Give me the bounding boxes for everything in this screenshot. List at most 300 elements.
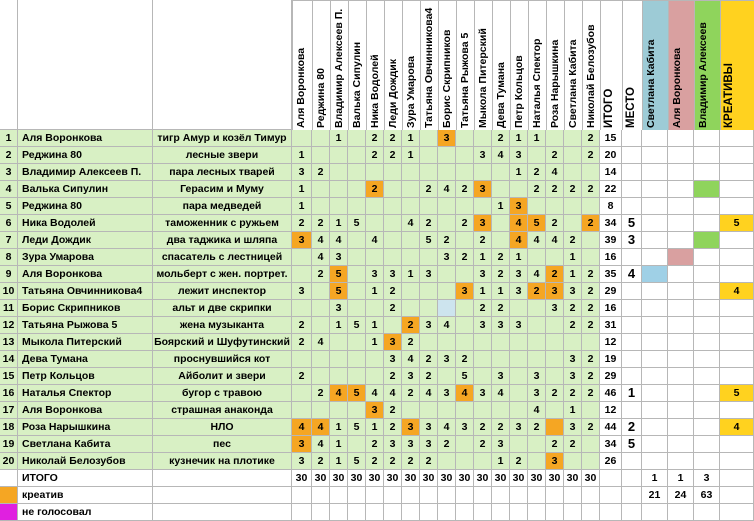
score-cell[interactable]: 4 — [312, 249, 330, 266]
judge-cell[interactable] — [642, 368, 668, 385]
judge-cell[interactable] — [694, 334, 720, 351]
score-cell[interactable]: 2 — [420, 351, 438, 368]
score-cell[interactable]: 1 — [402, 130, 420, 147]
total-cell[interactable]: 30 — [384, 470, 402, 487]
score-cell[interactable] — [348, 368, 366, 385]
score-cell[interactable]: 3 — [292, 283, 312, 300]
score-cell[interactable]: 2 — [564, 232, 582, 249]
work-title[interactable]: бугор с травою — [153, 385, 292, 402]
score-cell[interactable] — [366, 300, 384, 317]
empty-cell[interactable] — [348, 504, 366, 521]
score-cell[interactable]: 3 — [366, 266, 384, 283]
header-judge[interactable]: Владимир Алексеев — [694, 0, 720, 130]
score-cell[interactable] — [312, 198, 330, 215]
score-cell[interactable] — [510, 436, 528, 453]
score-cell[interactable]: 2 — [582, 266, 600, 283]
itogo-cell[interactable]: 44 — [600, 419, 622, 436]
kreativ-cell[interactable] — [720, 232, 754, 249]
score-cell[interactable] — [456, 164, 474, 181]
score-cell[interactable] — [420, 198, 438, 215]
row-number[interactable]: 7 — [0, 232, 18, 249]
participant-name[interactable]: Дева Тумана — [18, 351, 153, 368]
mesto-cell[interactable] — [622, 147, 642, 164]
score-cell[interactable]: 2 — [420, 181, 438, 198]
score-cell[interactable] — [330, 402, 348, 419]
score-cell[interactable]: 2 — [366, 436, 384, 453]
score-cell[interactable]: 2 — [546, 147, 564, 164]
empty-cell[interactable] — [564, 504, 582, 521]
score-cell[interactable]: 5 — [348, 385, 366, 402]
judge-cell[interactable] — [694, 402, 720, 419]
total-cell[interactable]: 30 — [312, 470, 330, 487]
row-number[interactable]: 3 — [0, 164, 18, 181]
total-cell[interactable]: 30 — [582, 470, 600, 487]
participant-name[interactable]: Аля Воронкова — [18, 402, 153, 419]
itogo-cell[interactable]: 46 — [600, 385, 622, 402]
kreativ-cell[interactable] — [720, 368, 754, 385]
work-title[interactable]: пара лесных тварей — [153, 164, 292, 181]
score-cell[interactable] — [292, 351, 312, 368]
judge-cell[interactable] — [642, 351, 668, 368]
score-cell[interactable]: 3 — [528, 368, 546, 385]
judge-cell[interactable] — [694, 164, 720, 181]
score-cell[interactable] — [366, 368, 384, 385]
score-cell[interactable]: 2 — [528, 283, 546, 300]
score-cell[interactable]: 4 — [528, 266, 546, 283]
mesto-cell[interactable] — [622, 351, 642, 368]
score-cell[interactable]: 2 — [582, 351, 600, 368]
score-cell[interactable] — [330, 351, 348, 368]
score-cell[interactable] — [492, 164, 510, 181]
score-cell[interactable]: 2 — [366, 453, 384, 470]
score-cell[interactable] — [564, 147, 582, 164]
score-cell[interactable] — [312, 283, 330, 300]
judge-cell[interactable] — [668, 198, 694, 215]
score-cell[interactable]: 2 — [384, 419, 402, 436]
score-cell[interactable] — [474, 351, 492, 368]
total-cell[interactable]: 30 — [292, 470, 312, 487]
judge-cell[interactable] — [694, 215, 720, 232]
kreativ-cell[interactable] — [720, 317, 754, 334]
work-title[interactable]: два таджика и шляпа — [153, 232, 292, 249]
itogo-cell[interactable]: 14 — [600, 164, 622, 181]
itogo-cell[interactable]: 29 — [600, 368, 622, 385]
score-cell[interactable] — [348, 181, 366, 198]
itogo-cell[interactable]: 16 — [600, 300, 622, 317]
score-cell[interactable] — [330, 181, 348, 198]
score-cell[interactable] — [348, 266, 366, 283]
header-participant[interactable]: Ника Водолей — [366, 0, 384, 130]
judge-cell[interactable] — [668, 368, 694, 385]
score-cell[interactable] — [456, 266, 474, 283]
score-cell[interactable]: 4 — [456, 385, 474, 402]
row-number[interactable]: 11 — [0, 300, 18, 317]
empty-cell[interactable] — [456, 504, 474, 521]
score-cell[interactable] — [474, 402, 492, 419]
score-cell[interactable]: 1 — [474, 283, 492, 300]
itogo-cell[interactable]: 26 — [600, 453, 622, 470]
header-participant[interactable]: Петр Кольцов — [510, 0, 528, 130]
score-cell[interactable]: 1 — [492, 198, 510, 215]
header-participant[interactable]: Реджина 80 — [312, 0, 330, 130]
score-cell[interactable]: 1 — [402, 266, 420, 283]
score-cell[interactable]: 2 — [456, 249, 474, 266]
score-cell[interactable]: 4 — [546, 164, 564, 181]
score-cell[interactable]: 2 — [366, 147, 384, 164]
judge-cell[interactable] — [668, 215, 694, 232]
participant-name[interactable]: Ника Водолей — [18, 215, 153, 232]
score-cell[interactable] — [348, 351, 366, 368]
score-cell[interactable] — [582, 164, 600, 181]
score-cell[interactable] — [546, 402, 564, 419]
score-cell[interactable]: 3 — [292, 164, 312, 181]
participant-name[interactable]: Роза Нарышкина — [18, 419, 153, 436]
score-cell[interactable] — [492, 334, 510, 351]
judge-cell[interactable] — [668, 181, 694, 198]
score-cell[interactable]: 4 — [438, 181, 456, 198]
work-title[interactable]: проснувшийся кот — [153, 351, 292, 368]
score-cell[interactable]: 3 — [546, 453, 564, 470]
participant-name[interactable]: Валька Сипулин — [18, 181, 153, 198]
score-cell[interactable] — [366, 351, 384, 368]
score-cell[interactable] — [492, 351, 510, 368]
score-cell[interactable]: 3 — [510, 147, 528, 164]
score-cell[interactable]: 1 — [564, 249, 582, 266]
score-cell[interactable]: 2 — [492, 130, 510, 147]
score-cell[interactable] — [564, 164, 582, 181]
empty-cell[interactable] — [312, 487, 330, 504]
score-cell[interactable] — [330, 147, 348, 164]
score-cell[interactable]: 2 — [564, 385, 582, 402]
score-cell[interactable]: 2 — [384, 283, 402, 300]
empty-cell[interactable] — [438, 487, 456, 504]
score-cell[interactable]: 1 — [366, 419, 384, 436]
score-cell[interactable]: 2 — [582, 385, 600, 402]
participant-name[interactable]: Зура Умарова — [18, 249, 153, 266]
score-cell[interactable] — [348, 198, 366, 215]
score-cell[interactable] — [420, 402, 438, 419]
judge-cell[interactable] — [668, 385, 694, 402]
score-cell[interactable] — [456, 198, 474, 215]
score-cell[interactable]: 3 — [564, 368, 582, 385]
kreativ-cell[interactable]: 5 — [720, 385, 754, 402]
score-cell[interactable]: 4 — [312, 232, 330, 249]
empty-cell[interactable] — [366, 504, 384, 521]
score-cell[interactable]: 1 — [510, 130, 528, 147]
score-cell[interactable] — [348, 436, 366, 453]
empty-cell[interactable] — [492, 487, 510, 504]
participant-name[interactable]: Николай Белозубов — [18, 453, 153, 470]
header-participant[interactable]: Светлана Кабита — [564, 0, 582, 130]
score-cell[interactable] — [474, 198, 492, 215]
work-title[interactable]: Боярский и Шуфутинский — [153, 334, 292, 351]
empty-cell[interactable] — [348, 487, 366, 504]
score-cell[interactable] — [402, 198, 420, 215]
score-cell[interactable]: 2 — [546, 181, 564, 198]
itogo-cell[interactable]: 16 — [600, 249, 622, 266]
score-cell[interactable] — [292, 249, 312, 266]
mesto-cell[interactable] — [622, 198, 642, 215]
score-cell[interactable]: 1 — [330, 130, 348, 147]
score-cell[interactable]: 1 — [330, 317, 348, 334]
score-cell[interactable] — [384, 215, 402, 232]
score-cell[interactable] — [438, 334, 456, 351]
score-cell[interactable] — [312, 317, 330, 334]
participant-name[interactable]: Аля Воронкова — [18, 130, 153, 147]
score-cell[interactable] — [312, 351, 330, 368]
score-cell[interactable]: 3 — [510, 419, 528, 436]
judge-cell[interactable] — [668, 300, 694, 317]
score-cell[interactable] — [292, 266, 312, 283]
score-cell[interactable]: 3 — [510, 317, 528, 334]
score-cell[interactable]: 2 — [420, 368, 438, 385]
score-cell[interactable] — [528, 300, 546, 317]
mesto-cell[interactable] — [622, 453, 642, 470]
score-cell[interactable] — [384, 164, 402, 181]
score-cell[interactable]: 2 — [292, 368, 312, 385]
header-itogo[interactable]: ИТОГО — [600, 0, 622, 130]
mesto-cell[interactable] — [622, 368, 642, 385]
header-participant[interactable]: Валька Сипулин — [348, 0, 366, 130]
participant-name[interactable]: Петр Кольцов — [18, 368, 153, 385]
mesto-cell[interactable] — [622, 334, 642, 351]
score-cell[interactable]: 3 — [474, 147, 492, 164]
score-cell[interactable]: 2 — [510, 453, 528, 470]
score-cell[interactable]: 1 — [366, 334, 384, 351]
row-number[interactable]: 18 — [0, 419, 18, 436]
score-cell[interactable]: 3 — [292, 453, 312, 470]
score-cell[interactable] — [492, 232, 510, 249]
mesto-cell[interactable]: 2 — [622, 419, 642, 436]
score-cell[interactable]: 2 — [366, 130, 384, 147]
score-cell[interactable] — [420, 130, 438, 147]
total-cell[interactable]: 30 — [528, 470, 546, 487]
judge-cell[interactable] — [668, 266, 694, 283]
empty-cell[interactable] — [366, 487, 384, 504]
mesto-cell[interactable] — [622, 283, 642, 300]
score-cell[interactable] — [438, 215, 456, 232]
score-cell[interactable]: 3 — [564, 419, 582, 436]
totals-empty[interactable] — [720, 470, 754, 487]
score-cell[interactable]: 4 — [402, 215, 420, 232]
score-cell[interactable] — [474, 453, 492, 470]
row-number[interactable]: 16 — [0, 385, 18, 402]
score-cell[interactable]: 3 — [402, 368, 420, 385]
empty-cell[interactable] — [456, 487, 474, 504]
score-cell[interactable] — [528, 317, 546, 334]
empty-cell[interactable] — [153, 487, 292, 504]
score-cell[interactable]: 3 — [420, 317, 438, 334]
score-cell[interactable] — [438, 368, 456, 385]
header-mesto[interactable]: МЕСТО — [622, 0, 642, 130]
score-cell[interactable] — [420, 283, 438, 300]
empty-cell[interactable] — [582, 504, 600, 521]
score-cell[interactable]: 1 — [330, 436, 348, 453]
score-cell[interactable]: 3 — [420, 419, 438, 436]
judge-cell[interactable] — [642, 198, 668, 215]
header-name-col[interactable] — [18, 0, 153, 130]
score-cell[interactable]: 2 — [582, 419, 600, 436]
judge-cell[interactable] — [668, 334, 694, 351]
empty-cell[interactable] — [492, 504, 510, 521]
score-cell[interactable] — [438, 164, 456, 181]
score-cell[interactable] — [582, 402, 600, 419]
score-cell[interactable] — [510, 402, 528, 419]
score-cell[interactable]: 2 — [456, 181, 474, 198]
score-cell[interactable] — [330, 198, 348, 215]
score-cell[interactable] — [402, 164, 420, 181]
legend-label-not-voted[interactable]: не голосовал — [18, 504, 153, 521]
score-cell[interactable]: 2 — [564, 317, 582, 334]
score-cell[interactable] — [582, 334, 600, 351]
score-cell[interactable]: 2 — [384, 147, 402, 164]
score-cell[interactable] — [546, 249, 564, 266]
score-cell[interactable]: 1 — [492, 283, 510, 300]
kreativ-cell[interactable] — [720, 249, 754, 266]
score-cell[interactable]: 4 — [292, 419, 312, 436]
score-cell[interactable] — [402, 232, 420, 249]
work-title[interactable]: пес — [153, 436, 292, 453]
header-participant[interactable]: Дева Тумана — [492, 0, 510, 130]
score-cell[interactable]: 2 — [582, 283, 600, 300]
score-cell[interactable]: 3 — [528, 385, 546, 402]
score-cell[interactable]: 4 — [312, 419, 330, 436]
score-cell[interactable]: 4 — [546, 232, 564, 249]
totals-empty[interactable] — [622, 470, 642, 487]
judge-cell[interactable] — [668, 249, 694, 266]
judge-total-top[interactable]: 3 — [694, 470, 720, 487]
score-cell[interactable] — [456, 232, 474, 249]
judge-cell[interactable] — [642, 402, 668, 419]
score-cell[interactable]: 4 — [510, 232, 528, 249]
kreativ-cell[interactable] — [720, 351, 754, 368]
judge-cell[interactable] — [642, 317, 668, 334]
score-cell[interactable]: 3 — [474, 266, 492, 283]
score-cell[interactable] — [456, 317, 474, 334]
score-cell[interactable] — [312, 181, 330, 198]
score-cell[interactable]: 2 — [492, 266, 510, 283]
kreativ-cell[interactable] — [720, 164, 754, 181]
score-cell[interactable]: 2 — [474, 232, 492, 249]
empty-cell[interactable] — [564, 487, 582, 504]
score-cell[interactable]: 2 — [312, 215, 330, 232]
judge-cell[interactable] — [694, 283, 720, 300]
score-cell[interactable] — [438, 402, 456, 419]
score-cell[interactable] — [384, 232, 402, 249]
score-cell[interactable] — [438, 147, 456, 164]
score-cell[interactable]: 3 — [292, 436, 312, 453]
itogo-cell[interactable]: 20 — [600, 147, 622, 164]
judge-cell[interactable] — [642, 249, 668, 266]
score-cell[interactable] — [366, 198, 384, 215]
judge-cell[interactable] — [668, 232, 694, 249]
score-cell[interactable] — [348, 147, 366, 164]
row-number[interactable]: 6 — [0, 215, 18, 232]
row-number[interactable]: 8 — [0, 249, 18, 266]
judge-cell[interactable] — [642, 130, 668, 147]
header-participant[interactable]: Леди Дождик — [384, 0, 402, 130]
score-cell[interactable]: 1 — [528, 130, 546, 147]
score-cell[interactable] — [438, 300, 456, 317]
score-cell[interactable] — [528, 436, 546, 453]
score-cell[interactable] — [348, 249, 366, 266]
mesto-cell[interactable] — [622, 181, 642, 198]
score-cell[interactable]: 2 — [312, 385, 330, 402]
header-participant[interactable]: Николай Белозубов — [582, 0, 600, 130]
score-cell[interactable]: 2 — [384, 453, 402, 470]
score-cell[interactable]: 3 — [330, 249, 348, 266]
score-cell[interactable] — [292, 385, 312, 402]
empty-cell[interactable] — [420, 487, 438, 504]
judge-cell[interactable] — [668, 351, 694, 368]
score-cell[interactable]: 2 — [402, 317, 420, 334]
work-title[interactable]: тигр Амур и козёл Тимур — [153, 130, 292, 147]
judge-cell[interactable] — [642, 453, 668, 470]
judge-cell[interactable] — [668, 419, 694, 436]
itogo-cell[interactable]: 12 — [600, 334, 622, 351]
empty-cell[interactable] — [528, 504, 546, 521]
empty-cell[interactable] — [510, 504, 528, 521]
score-cell[interactable] — [438, 453, 456, 470]
score-cell[interactable] — [420, 334, 438, 351]
score-cell[interactable]: 3 — [474, 385, 492, 402]
itogo-cell[interactable]: 22 — [600, 181, 622, 198]
score-cell[interactable] — [456, 147, 474, 164]
score-cell[interactable]: 3 — [492, 317, 510, 334]
judge-cell[interactable] — [694, 232, 720, 249]
score-cell[interactable]: 1 — [292, 198, 312, 215]
score-cell[interactable] — [474, 164, 492, 181]
score-cell[interactable] — [546, 130, 564, 147]
total-cell[interactable]: 30 — [564, 470, 582, 487]
score-cell[interactable]: 1 — [330, 419, 348, 436]
total-cell[interactable]: 30 — [456, 470, 474, 487]
score-cell[interactable] — [510, 351, 528, 368]
score-cell[interactable] — [312, 368, 330, 385]
score-cell[interactable]: 3 — [510, 266, 528, 283]
row-number[interactable]: 9 — [0, 266, 18, 283]
score-cell[interactable]: 1 — [564, 266, 582, 283]
row-number[interactable]: 20 — [0, 453, 18, 470]
judge-total-top[interactable]: 1 — [642, 470, 668, 487]
score-cell[interactable]: 1 — [510, 249, 528, 266]
row-number[interactable]: 1 — [0, 130, 18, 147]
row-number[interactable]: 2 — [0, 147, 18, 164]
itogo-cell[interactable]: 34 — [600, 436, 622, 453]
empty-cell[interactable] — [384, 487, 402, 504]
header-kreativy[interactable]: КРЕАТИВЫ — [720, 0, 754, 130]
score-cell[interactable] — [564, 215, 582, 232]
score-cell[interactable]: 4 — [330, 385, 348, 402]
score-cell[interactable]: 4 — [510, 215, 528, 232]
score-cell[interactable] — [348, 232, 366, 249]
score-cell[interactable] — [402, 300, 420, 317]
score-cell[interactable] — [292, 130, 312, 147]
row-number[interactable]: 12 — [0, 317, 18, 334]
score-cell[interactable] — [348, 283, 366, 300]
judge-cell[interactable] — [694, 198, 720, 215]
totals-empty[interactable] — [153, 470, 292, 487]
total-cell[interactable]: 30 — [420, 470, 438, 487]
kreativ-cell[interactable] — [720, 198, 754, 215]
score-cell[interactable]: 2 — [474, 419, 492, 436]
score-cell[interactable] — [348, 402, 366, 419]
mesto-cell[interactable]: 3 — [622, 232, 642, 249]
score-cell[interactable] — [420, 164, 438, 181]
score-cell[interactable]: 5 — [456, 368, 474, 385]
score-cell[interactable] — [546, 198, 564, 215]
score-cell[interactable] — [528, 249, 546, 266]
